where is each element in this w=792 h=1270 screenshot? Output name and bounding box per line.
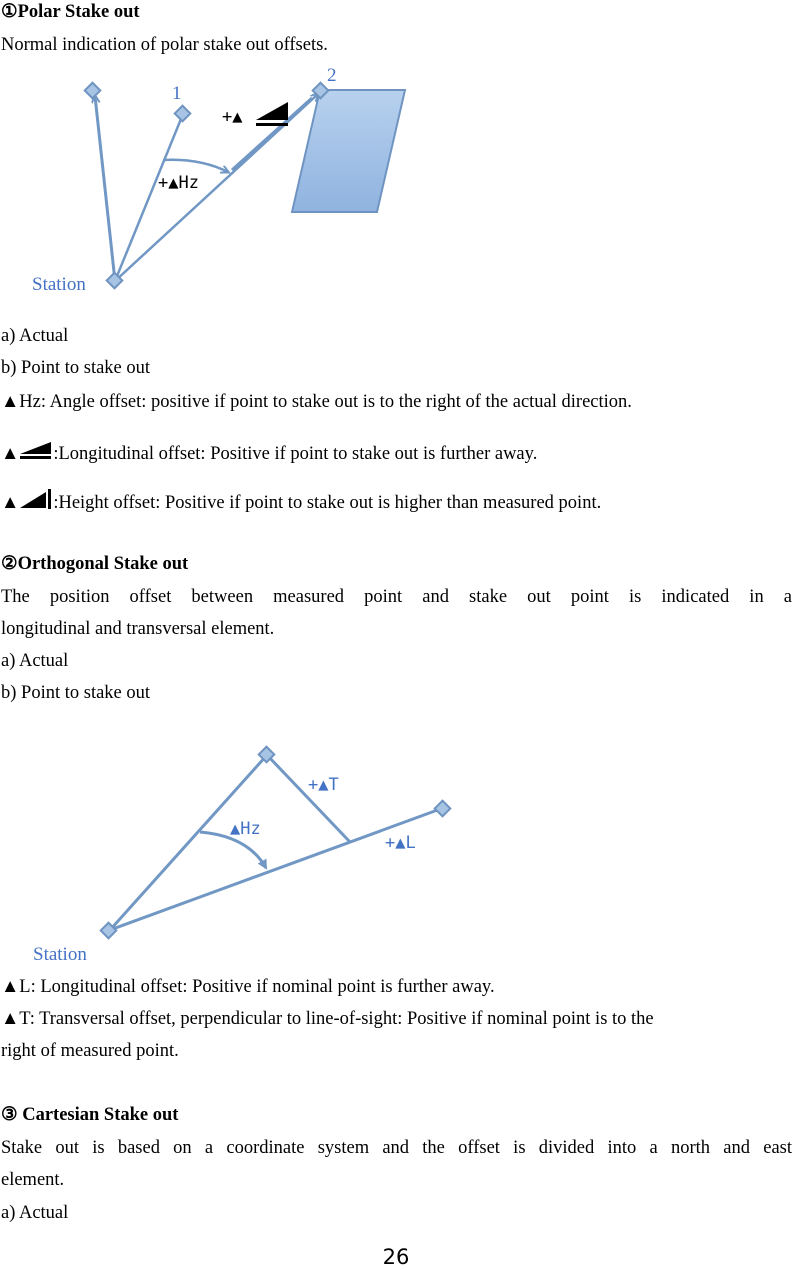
l-description: ▲L: Longitudinal offset: Positive if nominal point is further away.: [1, 977, 495, 997]
s3-item-a: a) Actual: [1, 1203, 69, 1223]
longitudinal-description: ▲ :Longitudinal offset: Positive if point to stake out is further away.: [1, 441, 537, 465]
section2-heading: ②Orthogonal Stake out: [1, 554, 189, 574]
longitudinal-text: :Longitudinal offset: Positive if point to stake out is further away.: [53, 444, 538, 464]
target-slab: [292, 90, 405, 212]
section1-intro: Normal indication of polar stake out offsets.: [1, 35, 328, 55]
section2-para-line2: longitudinal and transversal element.: [1, 619, 275, 639]
hz-description: ▲Hz: Angle offset: positive if point to stake out is to the right of the actual direction.: [1, 392, 632, 412]
transversal-offset-line: [267, 755, 350, 842]
section1-heading: ①Polar Stake out: [1, 2, 140, 22]
point-1: [175, 106, 191, 122]
section3-para-line2: element.: [1, 1170, 65, 1190]
line-station-to-point: [110, 755, 267, 930]
label-station: Station: [32, 274, 86, 295]
label-t: +▲T: [308, 775, 339, 795]
s2-item-b: b) Point to stake out: [1, 683, 151, 703]
section3-heading: ③ Cartesian Stake out: [1, 1105, 179, 1125]
label-1: 1: [172, 83, 182, 104]
hz-angle-arc: [163, 160, 228, 172]
longitudinal-offset-icon: [19, 441, 53, 461]
s2-item-a: a) Actual: [1, 651, 69, 671]
page-number: 26: [382, 1245, 410, 1269]
s1-item-b: b) Point to stake out: [1, 358, 151, 378]
label-2: 2: [327, 65, 337, 86]
section3-para-line1: Stake out is based on a coordinate system and the offset is divided into a north and east: [1, 1138, 792, 1158]
label-station-2: Station: [33, 944, 87, 965]
height-description: ▲ :Height offset: Positive if point to stake out is higher than measured point.: [1, 488, 601, 514]
polar-diagram: [0, 0, 792, 310]
section2-para-line1: The position offset between measured point and stake out point is indicated in a: [1, 587, 792, 607]
label-hz-2: ▲Hz: [230, 819, 261, 839]
line-to-left-point: [95, 96, 115, 281]
line-to-point-2: [115, 94, 318, 281]
orthogonal-diagram: [0, 720, 792, 980]
label-l: +▲L: [385, 833, 416, 853]
line-to-point-1: [115, 114, 183, 281]
line-station-to-longitudinal: [110, 808, 443, 930]
t-description-cont: right of measured point.: [1, 1041, 179, 1061]
nominal-point: [435, 801, 451, 817]
height-offset-icon: [19, 488, 53, 510]
longitudinal-offset-arrow: [232, 98, 312, 170]
label-plus-longitudinal: +▲: [222, 107, 243, 127]
s1-item-a: a) Actual: [1, 326, 69, 346]
label-hz: +▲Hz: [158, 173, 199, 193]
t-description: ▲T: Transversal offset, perpendicular to line-of-sight: Positive if nominal point is to the: [1, 1009, 654, 1029]
point-left: [85, 83, 101, 99]
height-text: :Height offset: Positive if point to stake out is higher than measured point.: [53, 493, 602, 513]
